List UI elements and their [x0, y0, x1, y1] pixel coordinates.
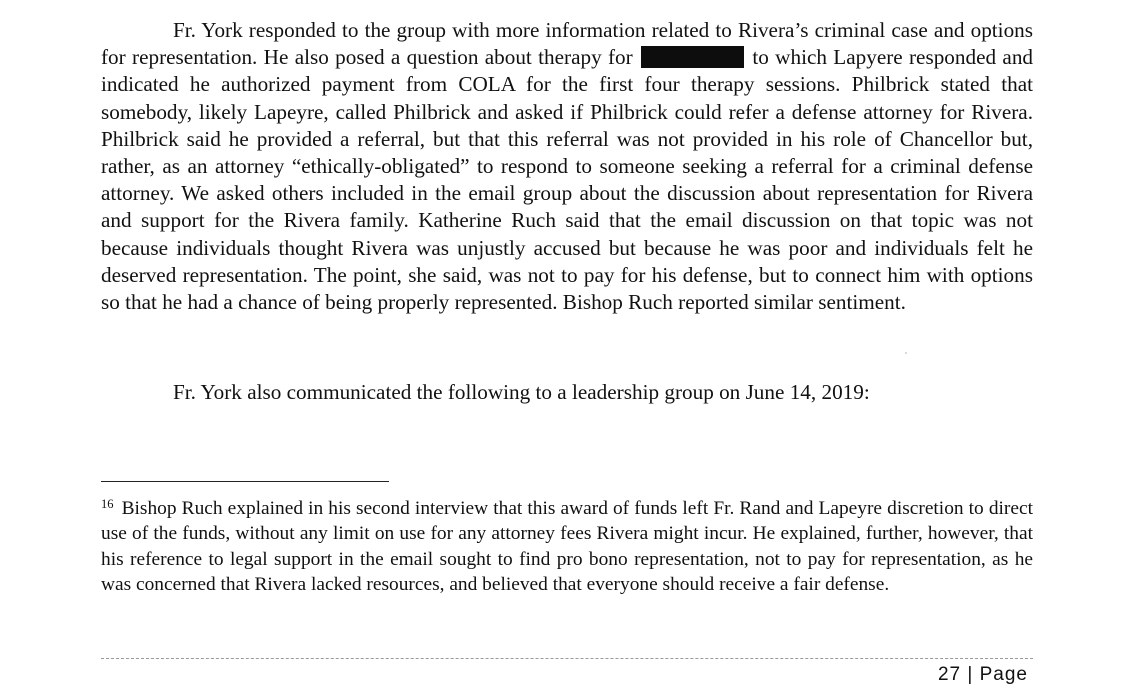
footnote-separator: [101, 481, 389, 482]
scan-speck: [905, 352, 907, 354]
page-number: 27 | Page: [937, 664, 1028, 685]
body-paragraph: [101, 17, 1033, 316]
footnote-number: 16: [101, 497, 114, 511]
paragraph-text-after-redaction: to which Lapyere responded and indicated he authorized payment from COLA for the first four therapy sessions. Philbrick stated that somebody, likely Lapeyre, called Philbrick and asked if Philbrick could refer a defense attorney for Rivera. Philbrick said he provided a referral, but that this referral was not provided in his role of Chancellor but, rather, as an attorney “ethically-obligated” to respond to someone seeking a referral for a criminal defense attorney. We asked others included in the email group about the discussion about representation for Rivera and support for the Rivera family. Katherine Ruch said that the email discussion on that topic was not because individuals thought Rivera was unjustly accused but because he was poor and individuals felt he deserved representation. The point, she said, was not to pay for his defense, but to connect him with options so that he had a chance of being properly represented. Bishop Ruch reported similar sentiment.: [101, 45, 1034, 315]
footnote: [101, 496, 1033, 598]
paragraph-text-before-redaction: Fr. York responded to the group with more information related to Rivera’s criminal case and options for representation. He also posed a question about therapy for: [101, 18, 1033, 70]
redaction-block: [641, 46, 744, 68]
footnote-text: Bishop Ruch explained in his second interview that this award of funds left Fr. Rand and Lapeyre discretion to direct use of the funds, without any limit on use for any attorney fees Rivera might incur. He explained, further, however, that his reference to legal support in the email sought to find pro bono representation, not to pay for representation, as he was concerned that Rivera lacked resources, and believed that everyone should receive a fair defense.: [101, 498, 1033, 596]
body-paragraph-2: Fr. York also communicated the following to a leadership group on June 14, 2019:: [173, 380, 870, 404]
footer-separator: [101, 658, 1033, 659]
